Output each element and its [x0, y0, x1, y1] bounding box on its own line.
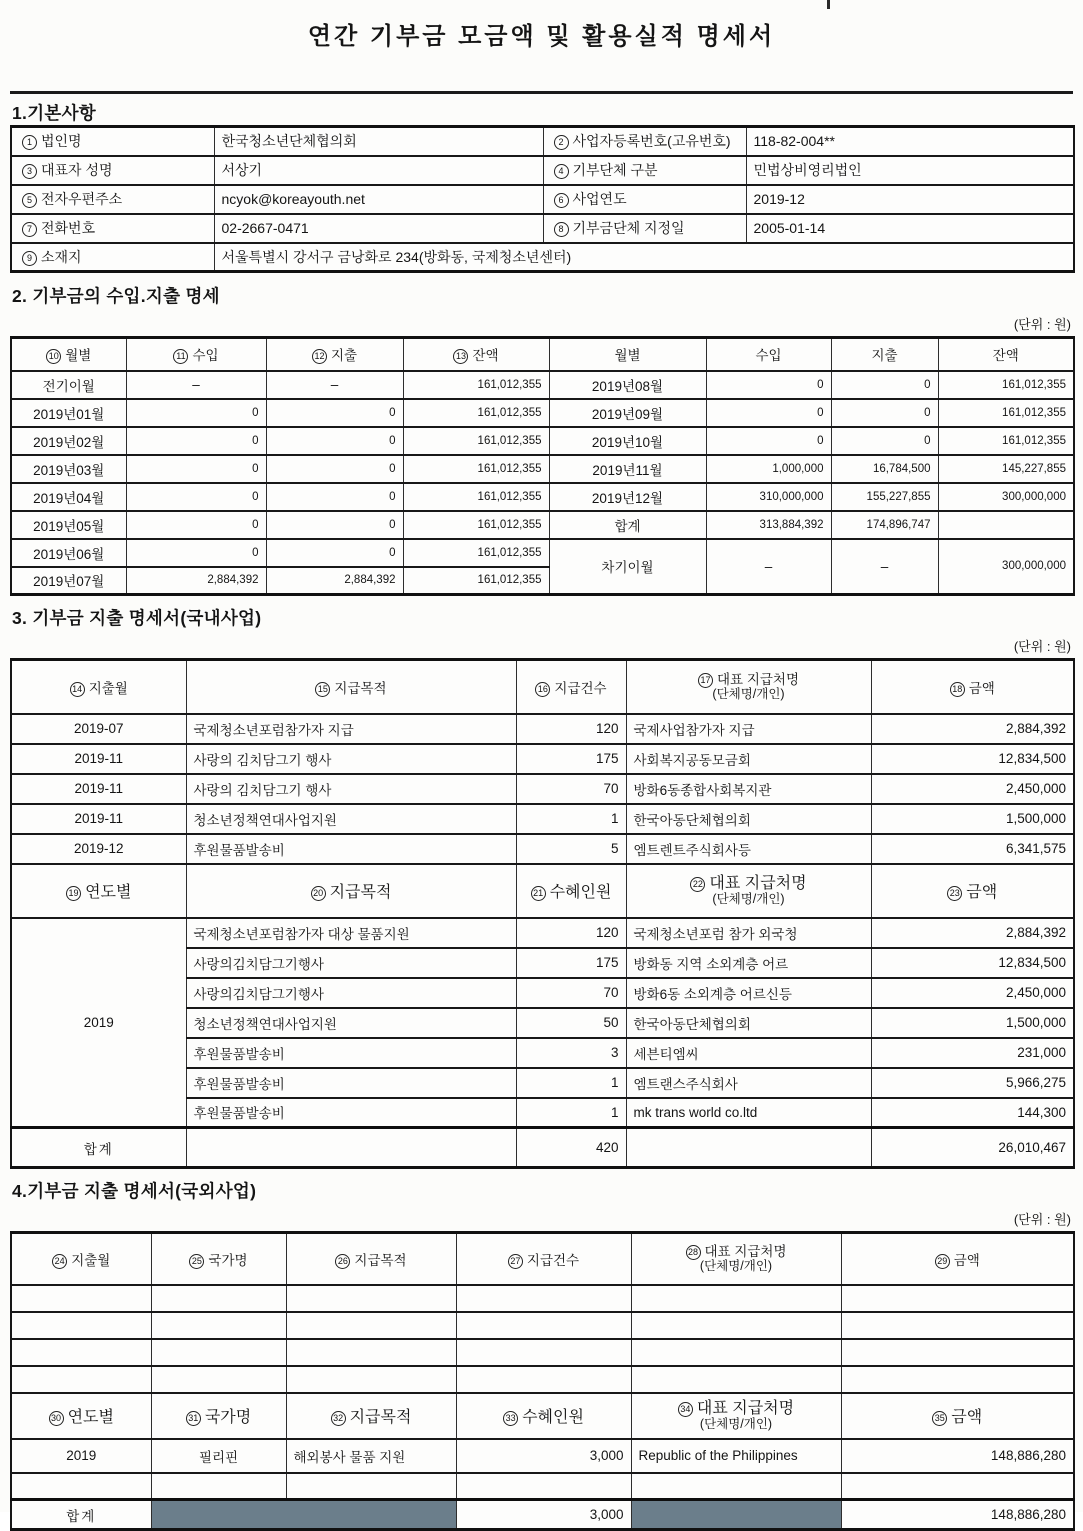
field-label: 9 소재지 [11, 243, 214, 272]
table-row [11, 1473, 1074, 1500]
cell: 세븐티엠씨 [626, 1038, 871, 1068]
overseas-expense-table [10, 1231, 1075, 1531]
cell: 148,886,280 [841, 1500, 1074, 1530]
cell: 해외봉사 물품 지원 [286, 1439, 456, 1473]
empty-cell [456, 1473, 631, 1500]
col-header: 27 지급건수 [456, 1233, 631, 1285]
cell: 50 [516, 1008, 626, 1038]
field-value: 서상기 [214, 156, 543, 185]
cell: 방화동 지역 소외계층 어르 [626, 948, 871, 978]
cell: 2,450,000 [871, 774, 1074, 804]
table-row [11, 1393, 1074, 1439]
cell: 청소년정책연대사업지원 [186, 804, 516, 834]
circled-number: 25 [189, 1254, 204, 1269]
cell: 161,012,355 [938, 427, 1074, 455]
cell: 후원물품발송비 [186, 1038, 516, 1068]
cell: 2,884,392 [266, 567, 403, 595]
shaded-cell [631, 1500, 841, 1530]
col-header: 25 국가명 [151, 1233, 286, 1285]
empty-cell [151, 1285, 286, 1312]
cell: 2,884,392 [126, 567, 266, 595]
cell: 161,012,355 [938, 371, 1074, 399]
cell: 5,966,275 [871, 1068, 1074, 1098]
cell: 161,012,355 [403, 511, 549, 539]
field-label: 1 법인명 [11, 127, 214, 156]
cell: 차기이월 [549, 539, 706, 595]
field-label: 4 기부단체 구분 [543, 156, 746, 185]
table-row [11, 455, 1074, 483]
income-expense-table [10, 336, 1075, 596]
col-header: 11 수입 [126, 338, 266, 371]
circled-number: 2 [554, 135, 569, 150]
cell: 1 [516, 1098, 626, 1128]
cell: 엠트렌트주식회사등 [626, 834, 871, 864]
cell: 전기이월 [11, 371, 126, 399]
basic-info-table [10, 125, 1075, 273]
col-header: 10 월별 [11, 338, 126, 371]
col-header: 30 연도별 [11, 1393, 151, 1439]
table-row [11, 371, 1074, 399]
table-row [11, 1233, 1074, 1285]
cell: 2019-12 [11, 834, 186, 864]
cell: 0 [706, 399, 831, 427]
cell: 1 [516, 804, 626, 834]
cell: 0 [126, 511, 266, 539]
cell: 2019년07월 [11, 567, 126, 595]
section4-heading: 4.기부금 지출 명세서(국외사업) [12, 1181, 257, 1201]
cell: 한국아동단체협의회 [626, 804, 871, 834]
circled-number: 6 [554, 193, 569, 208]
circled-number: 10 [46, 349, 61, 364]
circled-number: 13 [453, 349, 468, 364]
cell: 161,012,355 [403, 399, 549, 427]
cell: 313,884,392 [706, 511, 831, 539]
cell: 방화6동 소외계층 어르신등 [626, 978, 871, 1008]
cell: 2,884,392 [871, 918, 1074, 948]
table-row [11, 1285, 1074, 1312]
cell: 엠트랜스주식회사 [626, 1068, 871, 1098]
empty-cell [11, 1366, 151, 1393]
empty-cell [11, 1312, 151, 1339]
divider [10, 91, 1073, 94]
cell: 국제사업참가자 지급 [626, 714, 871, 744]
circled-number: 29 [935, 1254, 950, 1269]
cell: 2,450,000 [871, 978, 1074, 1008]
empty-cell [286, 1339, 456, 1366]
cell: 5 [516, 834, 626, 864]
empty-cell [286, 1366, 456, 1393]
col-header: 31 국가명 [151, 1393, 286, 1439]
empty-cell [456, 1285, 631, 1312]
table-row [11, 243, 1074, 272]
cell: 2019년11월 [549, 455, 706, 483]
empty-cell [626, 1128, 871, 1168]
col-header: 14 지출월 [11, 660, 186, 714]
empty-cell [286, 1312, 456, 1339]
cell: 145,227,855 [938, 455, 1074, 483]
circled-number: 28 [686, 1245, 701, 1260]
circled-number: 27 [508, 1254, 523, 1269]
section1-heading: 1.기본사항 [12, 103, 97, 123]
cell: – [706, 539, 831, 595]
circled-number: 14 [70, 682, 85, 697]
col-header: 지출 [831, 338, 938, 371]
circled-number: 26 [335, 1254, 350, 1269]
cell: 310,000,000 [706, 483, 831, 511]
cell: 2019년01월 [11, 399, 126, 427]
circled-number: 8 [554, 222, 569, 237]
empty-cell [456, 1366, 631, 1393]
empty-cell [456, 1312, 631, 1339]
cell: 1,000,000 [706, 455, 831, 483]
circled-number: 17 [698, 673, 713, 688]
cell: 2019년08월 [549, 371, 706, 399]
cell: 420 [516, 1128, 626, 1168]
cell: 2019년09월 [549, 399, 706, 427]
circled-number: 32 [331, 1411, 346, 1426]
col-header: 35 금액 [841, 1393, 1074, 1439]
field-label: 8 기부금단체 지정일 [543, 214, 746, 243]
cell: – [266, 371, 403, 399]
cell: 2019 [11, 1439, 151, 1473]
circled-number: 34 [678, 1402, 693, 1417]
table-row [11, 744, 1074, 774]
cell: 3 [516, 1038, 626, 1068]
cell: 0 [266, 511, 403, 539]
cell: 후원물품발송비 [186, 1098, 516, 1128]
empty-cell [841, 1312, 1074, 1339]
field-label: 7 전화번호 [11, 214, 214, 243]
unit-note: (단위 : 원) [1013, 317, 1071, 332]
table-row [11, 918, 1074, 948]
table-row [11, 483, 1074, 511]
shaded-cell [151, 1500, 456, 1530]
circled-number: 30 [49, 1411, 64, 1426]
circled-number: 21 [531, 886, 546, 901]
cell: 사회복지공동모금회 [626, 744, 871, 774]
cell: 사랑의 김치담그기 행사 [186, 774, 516, 804]
cell: 국제청소년포럼참가자 대상 물품지원 [186, 918, 516, 948]
empty-cell [151, 1366, 286, 1393]
col-header: 26 지급목적 [286, 1233, 456, 1285]
cell: Republic of the Philippines [631, 1439, 841, 1473]
cell: – [126, 371, 266, 399]
empty-cell [286, 1473, 456, 1500]
cell: 300,000,000 [938, 539, 1074, 595]
empty-cell [151, 1339, 286, 1366]
cell: mk trans world co.ltd [626, 1098, 871, 1128]
cell: 청소년정책연대사업지원 [186, 1008, 516, 1038]
table-row [11, 399, 1074, 427]
circled-number: 24 [52, 1254, 67, 1269]
cell: 2019 [11, 918, 186, 1128]
cell: 2019-07 [11, 714, 186, 744]
circled-number: 4 [554, 164, 569, 179]
cell: 6,341,575 [871, 834, 1074, 864]
cell: 161,012,355 [403, 427, 549, 455]
cell: 148,886,280 [841, 1439, 1074, 1473]
circled-number: 20 [311, 886, 326, 901]
table-row [11, 539, 1074, 567]
cell: 2019-11 [11, 774, 186, 804]
field-label: 3 대표자 성명 [11, 156, 214, 185]
circled-number: 5 [22, 193, 37, 208]
empty-cell [186, 1128, 516, 1168]
cell: 12,834,500 [871, 744, 1074, 774]
col-header: 18 금액 [871, 660, 1074, 714]
empty-cell [151, 1473, 286, 1500]
table-row [11, 774, 1074, 804]
empty-cell [841, 1366, 1074, 1393]
table-row [11, 804, 1074, 834]
doc-title: 연간 기부금 모금액 및 활용실적 명세서 [307, 23, 776, 50]
table-row [11, 214, 1074, 243]
empty-cell [631, 1285, 841, 1312]
table-row [11, 1128, 1074, 1168]
circled-number: 15 [315, 682, 330, 697]
field-value: 한국청소년단체협의회 [214, 127, 543, 156]
cell: 0 [706, 427, 831, 455]
cell: 방화6동종합사회복지관 [626, 774, 871, 804]
cell: 사랑의김치담그기행사 [186, 978, 516, 1008]
col-header: 32 지급목적 [286, 1393, 456, 1439]
cell: 161,012,355 [938, 399, 1074, 427]
cell: 0 [126, 455, 266, 483]
field-value: 민법상비영리법인 [746, 156, 1074, 185]
cell: 155,227,855 [831, 483, 938, 511]
cell: 0 [831, 399, 938, 427]
unit-note: (단위 : 원) [1013, 639, 1071, 654]
cell: – [831, 539, 938, 595]
cell: 161,012,355 [403, 455, 549, 483]
field-value: 02-2667-0471 [214, 214, 543, 243]
circled-number: 23 [947, 886, 962, 901]
cell: 2019년06월 [11, 539, 126, 567]
cell: 국제청소년포럼 참가 외국청 [626, 918, 871, 948]
circled-number: 35 [932, 1411, 947, 1426]
cell: 0 [266, 455, 403, 483]
circled-number: 19 [66, 886, 81, 901]
circled-number: 9 [22, 251, 37, 266]
table-row [11, 1366, 1074, 1393]
cell: 0 [126, 427, 266, 455]
field-value: 서울특별시 강서구 금낭화로 234(방화동, 국제청소년센터) [214, 243, 1074, 272]
empty-cell [841, 1339, 1074, 1366]
cell: 26,010,467 [871, 1128, 1074, 1168]
scan-artifact [827, 0, 830, 9]
col-header: 34 대표 지급처명 (단체명/개인) [631, 1393, 841, 1439]
cell: 3,000 [456, 1500, 631, 1530]
section3-heading: 3. 기부금 지출 명세서(국내사업) [12, 608, 262, 628]
cell: 0 [831, 371, 938, 399]
cell: 한국아동단체협의회 [626, 1008, 871, 1038]
cell: 0 [126, 399, 266, 427]
cell: 1,500,000 [871, 804, 1074, 834]
cell: 70 [516, 978, 626, 1008]
cell: 2019-11 [11, 744, 186, 774]
table-row [11, 1339, 1074, 1366]
circled-number: 1 [22, 135, 37, 150]
cell: 필리핀 [151, 1439, 286, 1473]
field-label: 6 사업연도 [543, 185, 746, 214]
cell: 16,784,500 [831, 455, 938, 483]
col-header: 16 지급건수 [516, 660, 626, 714]
cell: 0 [266, 399, 403, 427]
cell: 2019년04월 [11, 483, 126, 511]
empty-cell [631, 1312, 841, 1339]
cell: 161,012,355 [403, 483, 549, 511]
cell: 120 [516, 714, 626, 744]
cell: 2019년10월 [549, 427, 706, 455]
cell: 161,012,355 [403, 539, 549, 567]
cell: 사랑의김치담그기행사 [186, 948, 516, 978]
empty-cell [286, 1285, 456, 1312]
field-value: ncyok@koreayouth.net [214, 185, 543, 214]
col-header: 월별 [549, 338, 706, 371]
empty-cell [456, 1339, 631, 1366]
cell: 0 [266, 539, 403, 567]
cell: 161,012,355 [403, 567, 549, 595]
table-row [11, 660, 1074, 714]
table-row [11, 1312, 1074, 1339]
table-row [11, 834, 1074, 864]
empty-cell [631, 1473, 841, 1500]
cell: 0 [706, 371, 831, 399]
table-row [11, 156, 1074, 185]
col-header: 17 대표 지급처명 (단체명/개인) [626, 660, 871, 714]
domestic-expense-table [10, 658, 1075, 1169]
cell: 국제청소년포럼참가자 지급 [186, 714, 516, 744]
empty-cell [631, 1339, 841, 1366]
circled-number: 12 [312, 349, 327, 364]
empty-cell [938, 511, 1074, 539]
cell: 1,500,000 [871, 1008, 1074, 1038]
empty-cell [841, 1473, 1074, 1500]
circled-number: 31 [186, 1411, 201, 1426]
cell: 2019년03월 [11, 455, 126, 483]
col-header: 13 잔액 [403, 338, 549, 371]
cell: 후원물품발송비 [186, 1068, 516, 1098]
col-header: 29 금액 [841, 1233, 1074, 1285]
table-row [11, 127, 1074, 156]
sum-label-cell: 합계 [11, 1500, 151, 1530]
empty-cell [151, 1312, 286, 1339]
col-header: 20 지급목적 [186, 864, 516, 918]
section2-heading: 2. 기부금의 수입.지출 명세 [12, 286, 220, 306]
cell: 1 [516, 1068, 626, 1098]
circled-number: 3 [22, 164, 37, 179]
empty-cell [631, 1366, 841, 1393]
circled-number: 22 [690, 877, 705, 892]
empty-cell [11, 1473, 151, 1500]
cell: 161,012,355 [403, 371, 549, 399]
table-row [11, 1500, 1074, 1530]
cell: 2019년12월 [549, 483, 706, 511]
cell: 174,896,747 [831, 511, 938, 539]
empty-cell [841, 1285, 1074, 1312]
table-row [11, 864, 1074, 918]
col-header: 19 연도별 [11, 864, 186, 918]
table-row [11, 1439, 1074, 1473]
cell: 2,884,392 [871, 714, 1074, 744]
field-value: 118-82-004** [746, 127, 1074, 156]
unit-note: (단위 : 원) [1013, 1212, 1071, 1227]
cell: 3,000 [456, 1439, 631, 1473]
cell: 231,000 [871, 1038, 1074, 1068]
circled-number: 11 [173, 349, 188, 364]
cell: 사랑의 김치담그기 행사 [186, 744, 516, 774]
cell: 후원물품발송비 [186, 834, 516, 864]
col-header: 15 지급목적 [186, 660, 516, 714]
circled-number: 16 [535, 682, 550, 697]
cell: 2019년02월 [11, 427, 126, 455]
table-row [11, 714, 1074, 744]
col-header: 21 수혜인원 [516, 864, 626, 918]
field-value: 2005-01-14 [746, 214, 1074, 243]
col-header: 12 지출 [266, 338, 403, 371]
cell: 144,300 [871, 1098, 1074, 1128]
cell: 0 [126, 483, 266, 511]
sum-label-cell: 합계 [11, 1128, 186, 1168]
circled-number: 7 [22, 222, 37, 237]
col-header: 23 금액 [871, 864, 1074, 918]
field-value: 2019-12 [746, 185, 1074, 214]
table-row [11, 427, 1074, 455]
cell: 175 [516, 948, 626, 978]
cell: 0 [831, 427, 938, 455]
cell: 2019-11 [11, 804, 186, 834]
cell: 0 [126, 539, 266, 567]
table-row [11, 338, 1074, 371]
empty-cell [11, 1339, 151, 1366]
circled-number: 18 [950, 682, 965, 697]
cell: 175 [516, 744, 626, 774]
cell: 합계 [549, 511, 706, 539]
table-row [11, 511, 1074, 539]
col-header: 24 지출월 [11, 1233, 151, 1285]
col-header: 28 대표 지급처명 (단체명/개인) [631, 1233, 841, 1285]
cell: 70 [516, 774, 626, 804]
field-label: 5 전자우편주소 [11, 185, 214, 214]
cell: 120 [516, 918, 626, 948]
cell: 0 [266, 483, 403, 511]
cell: 2019년05월 [11, 511, 126, 539]
col-header: 33 수혜인원 [456, 1393, 631, 1439]
circled-number: 33 [503, 1411, 518, 1426]
cell: 300,000,000 [938, 483, 1074, 511]
cell: 0 [266, 427, 403, 455]
col-header: 잔액 [938, 338, 1074, 371]
table-row [11, 185, 1074, 214]
cell: 12,834,500 [871, 948, 1074, 978]
col-header: 22 대표 지급처명 (단체명/개인) [626, 864, 871, 918]
col-header: 수입 [706, 338, 831, 371]
field-label: 2 사업자등록번호(고유번호) [543, 127, 746, 156]
empty-cell [11, 1285, 151, 1312]
